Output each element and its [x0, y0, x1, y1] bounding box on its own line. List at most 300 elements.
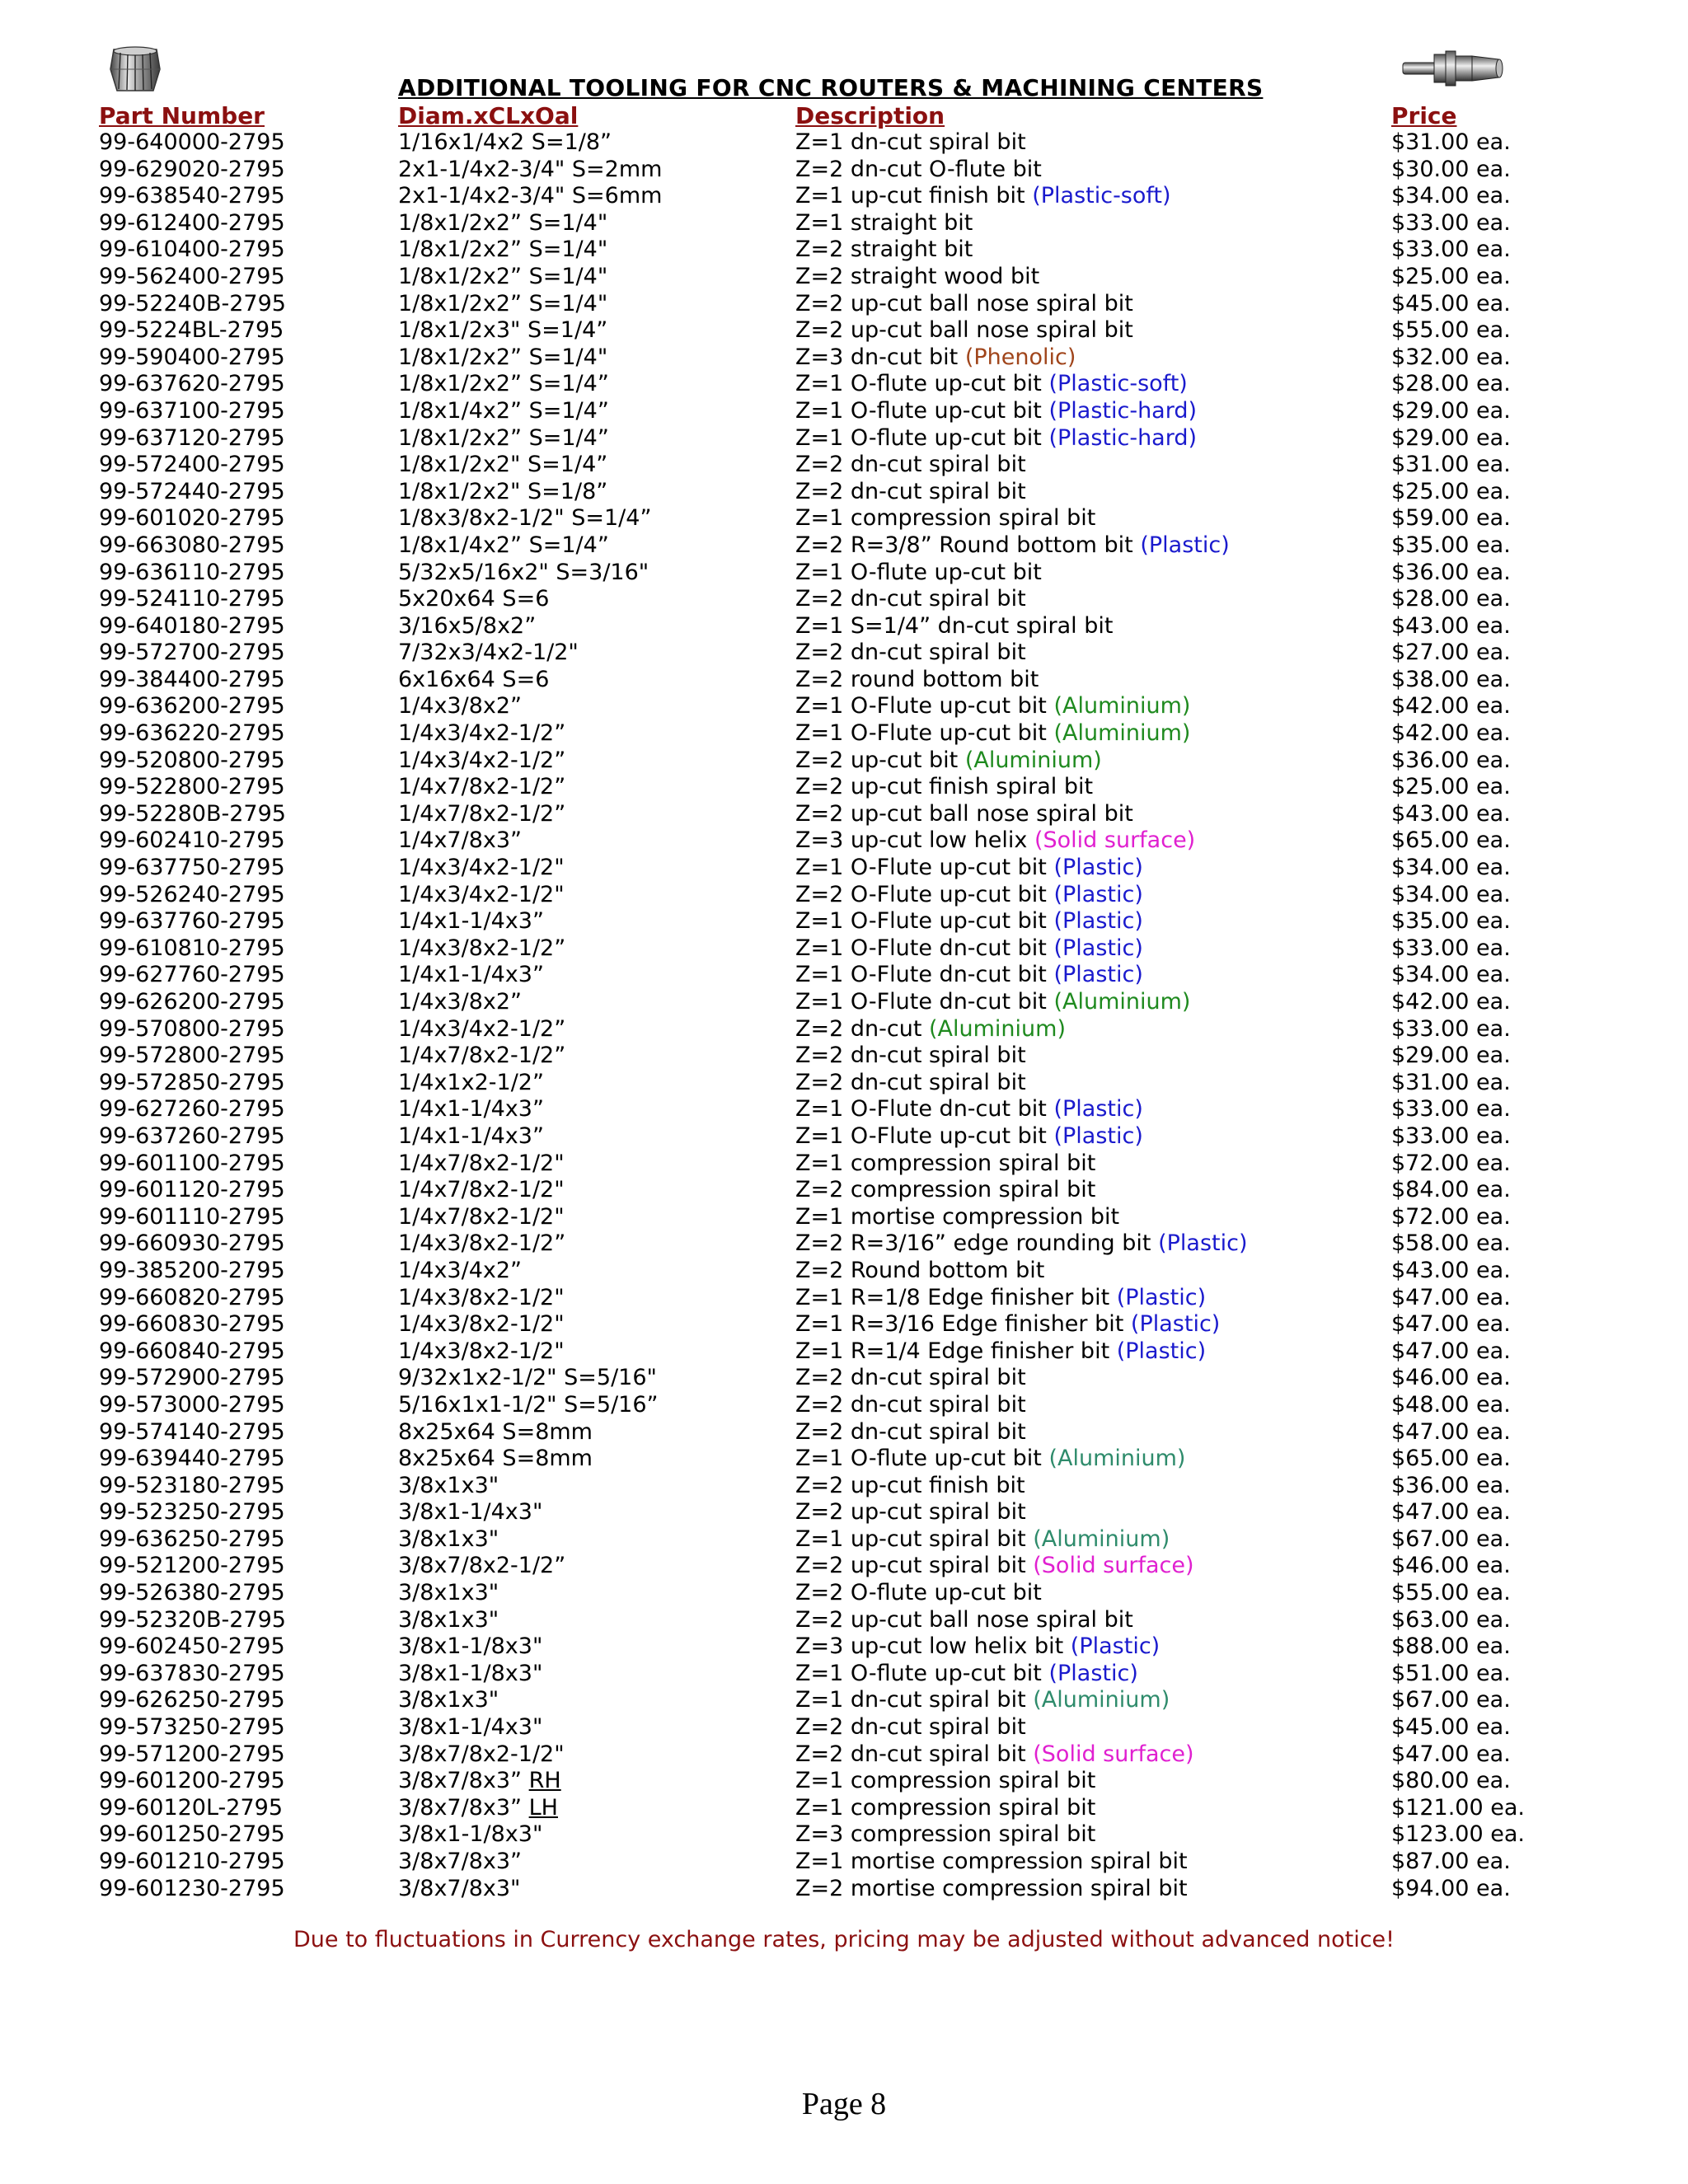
material-note: (Plastic) [1053, 908, 1143, 935]
dimensions [398, 1795, 558, 1822]
description-text: Z=2 Round bottom bit [795, 1257, 1045, 1283]
table-row [0, 1070, 1688, 1097]
table-row [0, 1849, 1688, 1876]
dimensions-text: 1/8x1/2x2” S=1/4” [398, 424, 609, 451]
dimensions-text: 1/8x1/2x2” S=1/4" [398, 290, 608, 316]
table-row [0, 1285, 1688, 1312]
dimensions [398, 1311, 565, 1338]
dimensions-text: 3/8x1x3" [398, 1606, 499, 1633]
description [795, 989, 1190, 1016]
description-text: Z=2 up-cut spiral bit [795, 1499, 1026, 1526]
table-row [0, 1338, 1688, 1366]
price: $47.00 ea. [1391, 1741, 1511, 1767]
table-row [0, 1876, 1688, 1903]
dimensions [398, 1553, 565, 1580]
price: $25.00 ea. [1391, 774, 1511, 800]
dimensions [398, 720, 565, 748]
dimensions-text: 1/4x3/8x2-1/2" [398, 1311, 565, 1338]
dimensions-text: 3/8x1x3" [398, 1580, 499, 1606]
table-row [0, 1365, 1688, 1392]
description-text: Z=2 round bottom bit [795, 666, 1039, 692]
price: $45.00 ea. [1391, 290, 1511, 316]
description [795, 1338, 1206, 1366]
description-text: Z=3 up-cut low helix bit [795, 1633, 1071, 1660]
part-number: 99-570800-2795 [99, 1015, 285, 1042]
material-note: (Solid surface) [1034, 827, 1196, 854]
dimensions [398, 640, 579, 667]
dimensions [398, 1285, 565, 1312]
description-text: Z=1 R=1/4 Edge finisher bit [795, 1338, 1117, 1364]
table-row [0, 183, 1688, 210]
description-text: Z=2 dn-cut spiral bit [795, 1391, 1026, 1418]
description [795, 425, 1197, 452]
dimensions [398, 1768, 561, 1795]
price: $121.00 ea. [1391, 1794, 1525, 1821]
part-number: 99-572850-2795 [99, 1069, 285, 1095]
dimensions [398, 586, 549, 613]
dimensions-text: 5x20x64 S=6 [398, 586, 550, 612]
dimensions [398, 1151, 565, 1178]
part-number: 99-52240B-2795 [99, 290, 286, 316]
description-text: Z=1 compression spiral bit [795, 505, 1096, 532]
dimensions [398, 371, 609, 398]
price: $65.00 ea. [1391, 827, 1511, 854]
description-text: Z=1 mortise compression spiral bit [795, 1849, 1188, 1874]
description [795, 693, 1190, 720]
price: $25.00 ea. [1391, 263, 1511, 289]
material-note: (Plastic-soft) [1032, 183, 1171, 209]
description-text: Z=2 up-cut bit [795, 747, 965, 773]
table-row [0, 532, 1688, 560]
dimensions-text: 3/8x7/8x3” [398, 1768, 529, 1794]
description-text: Z=2 up-cut ball nose spiral bit [795, 1606, 1133, 1633]
table-row [0, 640, 1688, 667]
dimensions [398, 479, 607, 506]
description [795, 908, 1143, 935]
description-text: Z=1 up-cut spiral bit [795, 1526, 1034, 1552]
part-number: 99-601200-2795 [99, 1768, 285, 1794]
dimensions-text: 1/8x1/2x2” S=1/4" [398, 344, 608, 370]
price: $28.00 ea. [1391, 371, 1511, 397]
dimensions-text: 9/32x1x2-1/2" S=5/16" [398, 1365, 657, 1391]
material-note: (Aluminium) [1053, 720, 1191, 747]
part-number: 99-636200-2795 [99, 693, 285, 719]
price: $43.00 ea. [1391, 612, 1511, 639]
col-header-part-number: Part Number [99, 102, 265, 129]
part-number: 99-574140-2795 [99, 1418, 285, 1445]
price: $58.00 ea. [1391, 1230, 1511, 1257]
dimensions-text: 1/4x7/8x2-1/2" [398, 1150, 565, 1176]
dimensions [398, 1204, 565, 1231]
material-note: (Plastic) [1053, 1096, 1143, 1122]
dimensions-text: 1/4x1-1/4x3” [398, 1122, 544, 1149]
col-header-price: Price [1391, 102, 1457, 129]
dimensions [398, 1821, 542, 1849]
hand-suffix: LH [528, 1794, 558, 1821]
part-number: 99-637830-2795 [99, 1660, 285, 1686]
part-number: 99-572400-2795 [99, 452, 285, 478]
description [795, 1230, 1248, 1258]
part-number: 99-571200-2795 [99, 1741, 285, 1767]
part-number: 99-573250-2795 [99, 1714, 285, 1741]
price: $36.00 ea. [1391, 559, 1511, 585]
description-text: Z=2 dn-cut spiral bit [795, 1043, 1026, 1069]
description-text: Z=1 O-flute up-cut bit [795, 1660, 1049, 1686]
table-row [0, 1446, 1688, 1473]
price: $30.00 ea. [1391, 156, 1511, 182]
part-number: 99-5224BL-2795 [99, 317, 284, 344]
price: $42.00 ea. [1391, 693, 1511, 719]
table-row [0, 1526, 1688, 1554]
description [795, 505, 1095, 532]
description-text: Z=2 dn-cut spiral bit [795, 478, 1026, 504]
table-row [0, 1633, 1688, 1661]
material-note: (Plastic) [1116, 1284, 1207, 1310]
part-number: 99-572440-2795 [99, 478, 285, 504]
price: $47.00 ea. [1391, 1418, 1511, 1445]
material-note: (Aluminium) [929, 1015, 1066, 1042]
description-text: Z=2 dn-cut spiral bit [795, 452, 1026, 478]
table-row [0, 560, 1688, 587]
dimensions [398, 908, 544, 935]
description-text: Z=2 O-Flute up-cut bit [795, 881, 1054, 907]
description-text: Z=2 dn-cut spiral bit [795, 1741, 1034, 1767]
table-row [0, 855, 1688, 882]
material-note: (Aluminium) [1033, 1526, 1170, 1552]
part-number: 99-637260-2795 [99, 1122, 285, 1149]
table-row [0, 129, 1688, 157]
price: $67.00 ea. [1391, 1687, 1511, 1713]
description [795, 720, 1190, 748]
description-text: Z=2 up-cut finish spiral bit [795, 774, 1094, 800]
table-row [0, 344, 1688, 372]
price: $88.00 ea. [1391, 1633, 1511, 1660]
part-number: 99-522800-2795 [99, 774, 285, 800]
table-row [0, 1768, 1688, 1795]
dimensions-text: 3/8x1x3" [398, 1472, 499, 1498]
description [795, 1016, 1066, 1043]
description-text: Z=1 R=3/16 Edge finisher bit [795, 1311, 1131, 1338]
description-text: Z=1 R=1/8 Edge finisher bit [795, 1284, 1117, 1310]
part-number: 99-60120L-2795 [99, 1794, 284, 1821]
description-text: Z=2 dn-cut spiral bit [795, 1714, 1026, 1741]
material-note: (Plastic) [1140, 532, 1230, 558]
part-number: 99-52280B-2795 [99, 800, 286, 827]
dimensions [398, 748, 565, 775]
price: $42.00 ea. [1391, 720, 1511, 747]
material-note: (Plastic-hard) [1048, 424, 1198, 451]
table-row [0, 1123, 1688, 1151]
dimensions-text: 3/8x7/8x3” [398, 1849, 523, 1874]
table-row [0, 1258, 1688, 1285]
material-note: (Plastic-soft) [1048, 371, 1188, 397]
dimensions-text: 1/8x1/2x2” S=1/4" [398, 263, 608, 289]
table-row [0, 505, 1688, 532]
dimensions-text: 1/8x3/8x2-1/2" S=1/4” [398, 505, 652, 532]
dimensions [398, 1338, 565, 1366]
description-text: Z=1 O-Flute dn-cut bit [795, 935, 1054, 961]
table-row [0, 1043, 1688, 1070]
part-number: 99-523180-2795 [99, 1472, 285, 1498]
dimensions [398, 801, 565, 828]
table-row [0, 613, 1688, 640]
description [795, 748, 1102, 775]
part-number: 99-573000-2795 [99, 1391, 285, 1418]
part-number: 99-626250-2795 [99, 1687, 285, 1713]
part-number: 99-627760-2795 [99, 962, 285, 988]
part-number: 99-610810-2795 [99, 935, 285, 961]
dimensions [398, 344, 607, 372]
price: $59.00 ea. [1391, 505, 1511, 532]
part-number: 99-629020-2795 [99, 156, 285, 182]
description-text: Z=2 up-cut ball nose spiral bit [795, 317, 1133, 344]
part-number: 99-610400-2795 [99, 237, 285, 263]
table-row [0, 1499, 1688, 1526]
description [795, 1687, 1170, 1714]
price: $29.00 ea. [1391, 1043, 1511, 1069]
dimensions-text: 2x1-1/4x2-3/4" S=6mm [398, 183, 663, 209]
dimensions [398, 505, 651, 532]
description-text: Z=1 dn-cut spiral bit [795, 129, 1026, 155]
dimensions-text: 1/4x7/8x2-1/2” [398, 1043, 566, 1069]
description [795, 774, 1093, 801]
price: $31.00 ea. [1391, 452, 1511, 478]
table-row [0, 291, 1688, 318]
description [795, 344, 1076, 372]
dimensions-text: 1/4x7/8x2-1/2” [398, 774, 566, 800]
description [795, 1526, 1170, 1554]
description-text: Z=1 O-Flute up-cut bit [795, 693, 1054, 719]
price: $123.00 ea. [1391, 1821, 1525, 1848]
part-number: 99-601120-2795 [99, 1177, 285, 1203]
description-text: Z=1 O-Flute dn-cut bit [795, 962, 1054, 988]
table-row [0, 748, 1688, 775]
dimensions [398, 1607, 499, 1634]
dimensions [398, 855, 565, 882]
table-row [0, 157, 1688, 184]
price: $51.00 ea. [1391, 1660, 1511, 1686]
dimensions [398, 613, 536, 640]
dimensions [398, 1849, 522, 1876]
table-row [0, 1553, 1688, 1580]
price: $55.00 ea. [1391, 1580, 1511, 1606]
part-number: 99-601100-2795 [99, 1150, 285, 1176]
part-number: 99-612400-2795 [99, 209, 285, 236]
dimensions [398, 129, 612, 157]
description [795, 264, 1039, 291]
price: $47.00 ea. [1391, 1338, 1511, 1364]
material-note: (Plastic) [1130, 1311, 1221, 1338]
part-number: 99-639440-2795 [99, 1446, 285, 1472]
description-text: Z=2 O-flute up-cut bit [795, 1580, 1042, 1606]
dimensions [398, 210, 607, 237]
dimensions-text: 8x25x64 S=8mm [398, 1418, 593, 1445]
description-text: Z=1 O-flute up-cut bit [795, 397, 1049, 424]
price: $80.00 ea. [1391, 1768, 1511, 1794]
part-number: 99-637620-2795 [99, 371, 285, 397]
dimensions [398, 1123, 544, 1151]
dimensions [398, 962, 544, 989]
material-note: (Plastic) [1116, 1338, 1207, 1364]
part-number: 99-526240-2795 [99, 881, 285, 907]
price: $46.00 ea. [1391, 1553, 1511, 1579]
description-text: Z=1 compression spiral bit [795, 1150, 1096, 1176]
table-row [0, 827, 1688, 855]
price: $63.00 ea. [1391, 1606, 1511, 1633]
description [795, 1043, 1026, 1070]
material-note: (Plastic) [1070, 1633, 1160, 1660]
part-number: 99-660830-2795 [99, 1311, 285, 1338]
dimensions [398, 237, 607, 264]
part-number: 99-636110-2795 [99, 559, 285, 585]
description [795, 1499, 1026, 1526]
description-text: Z=2 straight wood bit [795, 263, 1040, 289]
material-note: (Aluminium) [1033, 1687, 1170, 1713]
description-text: Z=1 compression spiral bit [795, 1768, 1096, 1794]
dimensions [398, 1526, 499, 1554]
material-note: (Plastic) [1053, 935, 1143, 961]
description [795, 479, 1026, 506]
price: $31.00 ea. [1391, 129, 1511, 155]
description-text: Z=2 dn-cut [795, 1015, 929, 1042]
dimensions [398, 317, 607, 344]
material-note: (Aluminium) [1053, 693, 1191, 719]
dimensions-text: 3/8x1-1/4x3" [398, 1499, 543, 1526]
part-number: 99-521200-2795 [99, 1553, 285, 1579]
dimensions-text: 1/4x7/8x2-1/2” [398, 800, 566, 827]
description-text: Z=1 O-flute up-cut bit [795, 559, 1042, 585]
description [795, 1607, 1133, 1634]
part-number: 99-636250-2795 [99, 1526, 285, 1552]
dimensions [398, 532, 609, 560]
price: $47.00 ea. [1391, 1311, 1511, 1338]
dimensions [398, 882, 565, 909]
description [795, 1768, 1095, 1795]
material-note: (Plastic) [1053, 962, 1143, 988]
dimensions [398, 1499, 542, 1526]
dimensions [398, 1392, 659, 1419]
description [795, 1177, 1095, 1204]
description [795, 882, 1143, 909]
description-text: Z=2 up-cut finish bit [795, 1472, 1025, 1498]
dimensions [398, 1419, 593, 1446]
dimensions [398, 1876, 520, 1903]
price: $43.00 ea. [1391, 1257, 1511, 1283]
description-text: Z=2 dn-cut spiral bit [795, 1069, 1026, 1095]
description-text: Z=2 dn-cut spiral bit [795, 1418, 1026, 1445]
description [795, 1580, 1042, 1607]
dimensions [398, 157, 662, 184]
currency-notice: Due to fluctuations in Currency exchange rates, pricing may be adjusted without advanced notice! [293, 1927, 1395, 1952]
dimensions-text: 1/4x1-1/4x3” [398, 962, 544, 988]
dimensions-text: 1/4x3/8x2” [398, 693, 523, 719]
description-text: Z=1 straight bit [795, 209, 973, 236]
dimensions-text: 1/8x1/2x2" S=1/8” [398, 478, 608, 504]
part-number: 99-637750-2795 [99, 855, 285, 881]
table-row [0, 371, 1688, 398]
dimensions [398, 1096, 544, 1123]
price: $45.00 ea. [1391, 1714, 1511, 1741]
price: $32.00 ea. [1391, 344, 1511, 370]
description [795, 1821, 1095, 1849]
dimensions-text: 8x25x64 S=8mm [398, 1446, 593, 1472]
dimensions [398, 1016, 565, 1043]
description-text: Z=3 up-cut low helix [795, 827, 1034, 854]
price: $33.00 ea. [1391, 1015, 1511, 1042]
dimensions-text: 1/4x1x2-1/2” [398, 1069, 544, 1095]
price: $46.00 ea. [1391, 1365, 1511, 1391]
part-number: 99-601210-2795 [99, 1849, 285, 1874]
description [795, 1795, 1095, 1822]
price: $65.00 ea. [1391, 1446, 1511, 1472]
price: $31.00 ea. [1391, 1069, 1511, 1095]
description [795, 291, 1133, 318]
price: $47.00 ea. [1391, 1499, 1511, 1526]
description-text: Z=1 O-flute up-cut bit [795, 424, 1049, 451]
price: $25.00 ea. [1391, 478, 1511, 504]
page-number: Page 8 [801, 2087, 887, 2121]
table-row [0, 1687, 1688, 1714]
part-number: 99-520800-2795 [99, 747, 285, 773]
description-text: Z=1 compression spiral bit [795, 1794, 1096, 1821]
description [795, 237, 973, 264]
dimensions [398, 1473, 499, 1500]
dimensions-text: 2x1-1/4x2-3/4" S=2mm [398, 156, 663, 182]
dimensions [398, 693, 522, 720]
price: $48.00 ea. [1391, 1391, 1511, 1418]
price: $33.00 ea. [1391, 1122, 1511, 1149]
part-number: 99-52320B-2795 [99, 1606, 286, 1633]
material-note: (Plastic) [1053, 1122, 1143, 1149]
dimensions-text: 3/8x7/8x2-1/2” [398, 1553, 566, 1579]
description [795, 1661, 1138, 1688]
part-number: 99-601230-2795 [99, 1875, 285, 1901]
description-text: Z=2 dn-cut spiral bit [795, 1365, 1026, 1391]
table-row [0, 1580, 1688, 1607]
description-text: Z=3 dn-cut bit [795, 344, 965, 370]
description [795, 1714, 1026, 1741]
dimensions [398, 1230, 565, 1258]
tool-holder-icon [1401, 46, 1505, 91]
dimensions-text: 1/8x1/2x2" S=1/4” [398, 452, 608, 478]
col-header-description: Description [795, 102, 945, 129]
dimensions-text: 3/8x1-1/8x3" [398, 1633, 543, 1660]
dimensions-text: 1/4x3/8x2-1/2” [398, 1230, 566, 1257]
description [795, 210, 973, 237]
dimensions-text: 3/8x1-1/8x3" [398, 1660, 543, 1686]
dimensions-text: 3/8x7/8x2-1/2" [398, 1741, 565, 1767]
price-table [0, 129, 1688, 1902]
dimensions-text: 1/4x7/8x2-1/2" [398, 1177, 565, 1203]
table-row [0, 962, 1688, 989]
price: $34.00 ea. [1391, 183, 1511, 209]
hand-suffix: RH [528, 1768, 561, 1794]
description-text: Z=1 O-Flute up-cut bit [795, 720, 1054, 747]
dimensions [398, 291, 607, 318]
dimensions [398, 667, 549, 694]
description [795, 1285, 1206, 1312]
dimensions [398, 935, 565, 963]
table-row [0, 1473, 1688, 1500]
dimensions-text: 5/16x1x1-1/2" S=5/16” [398, 1391, 659, 1418]
dimensions [398, 1687, 499, 1714]
dimensions-text: 1/8x1/4x2” S=1/4” [398, 532, 609, 558]
dimensions-text: 1/4x3/4x2-1/2” [398, 720, 566, 747]
table-row [0, 479, 1688, 506]
description [795, 855, 1143, 882]
price: $47.00 ea. [1391, 1284, 1511, 1310]
price: $36.00 ea. [1391, 1472, 1511, 1498]
